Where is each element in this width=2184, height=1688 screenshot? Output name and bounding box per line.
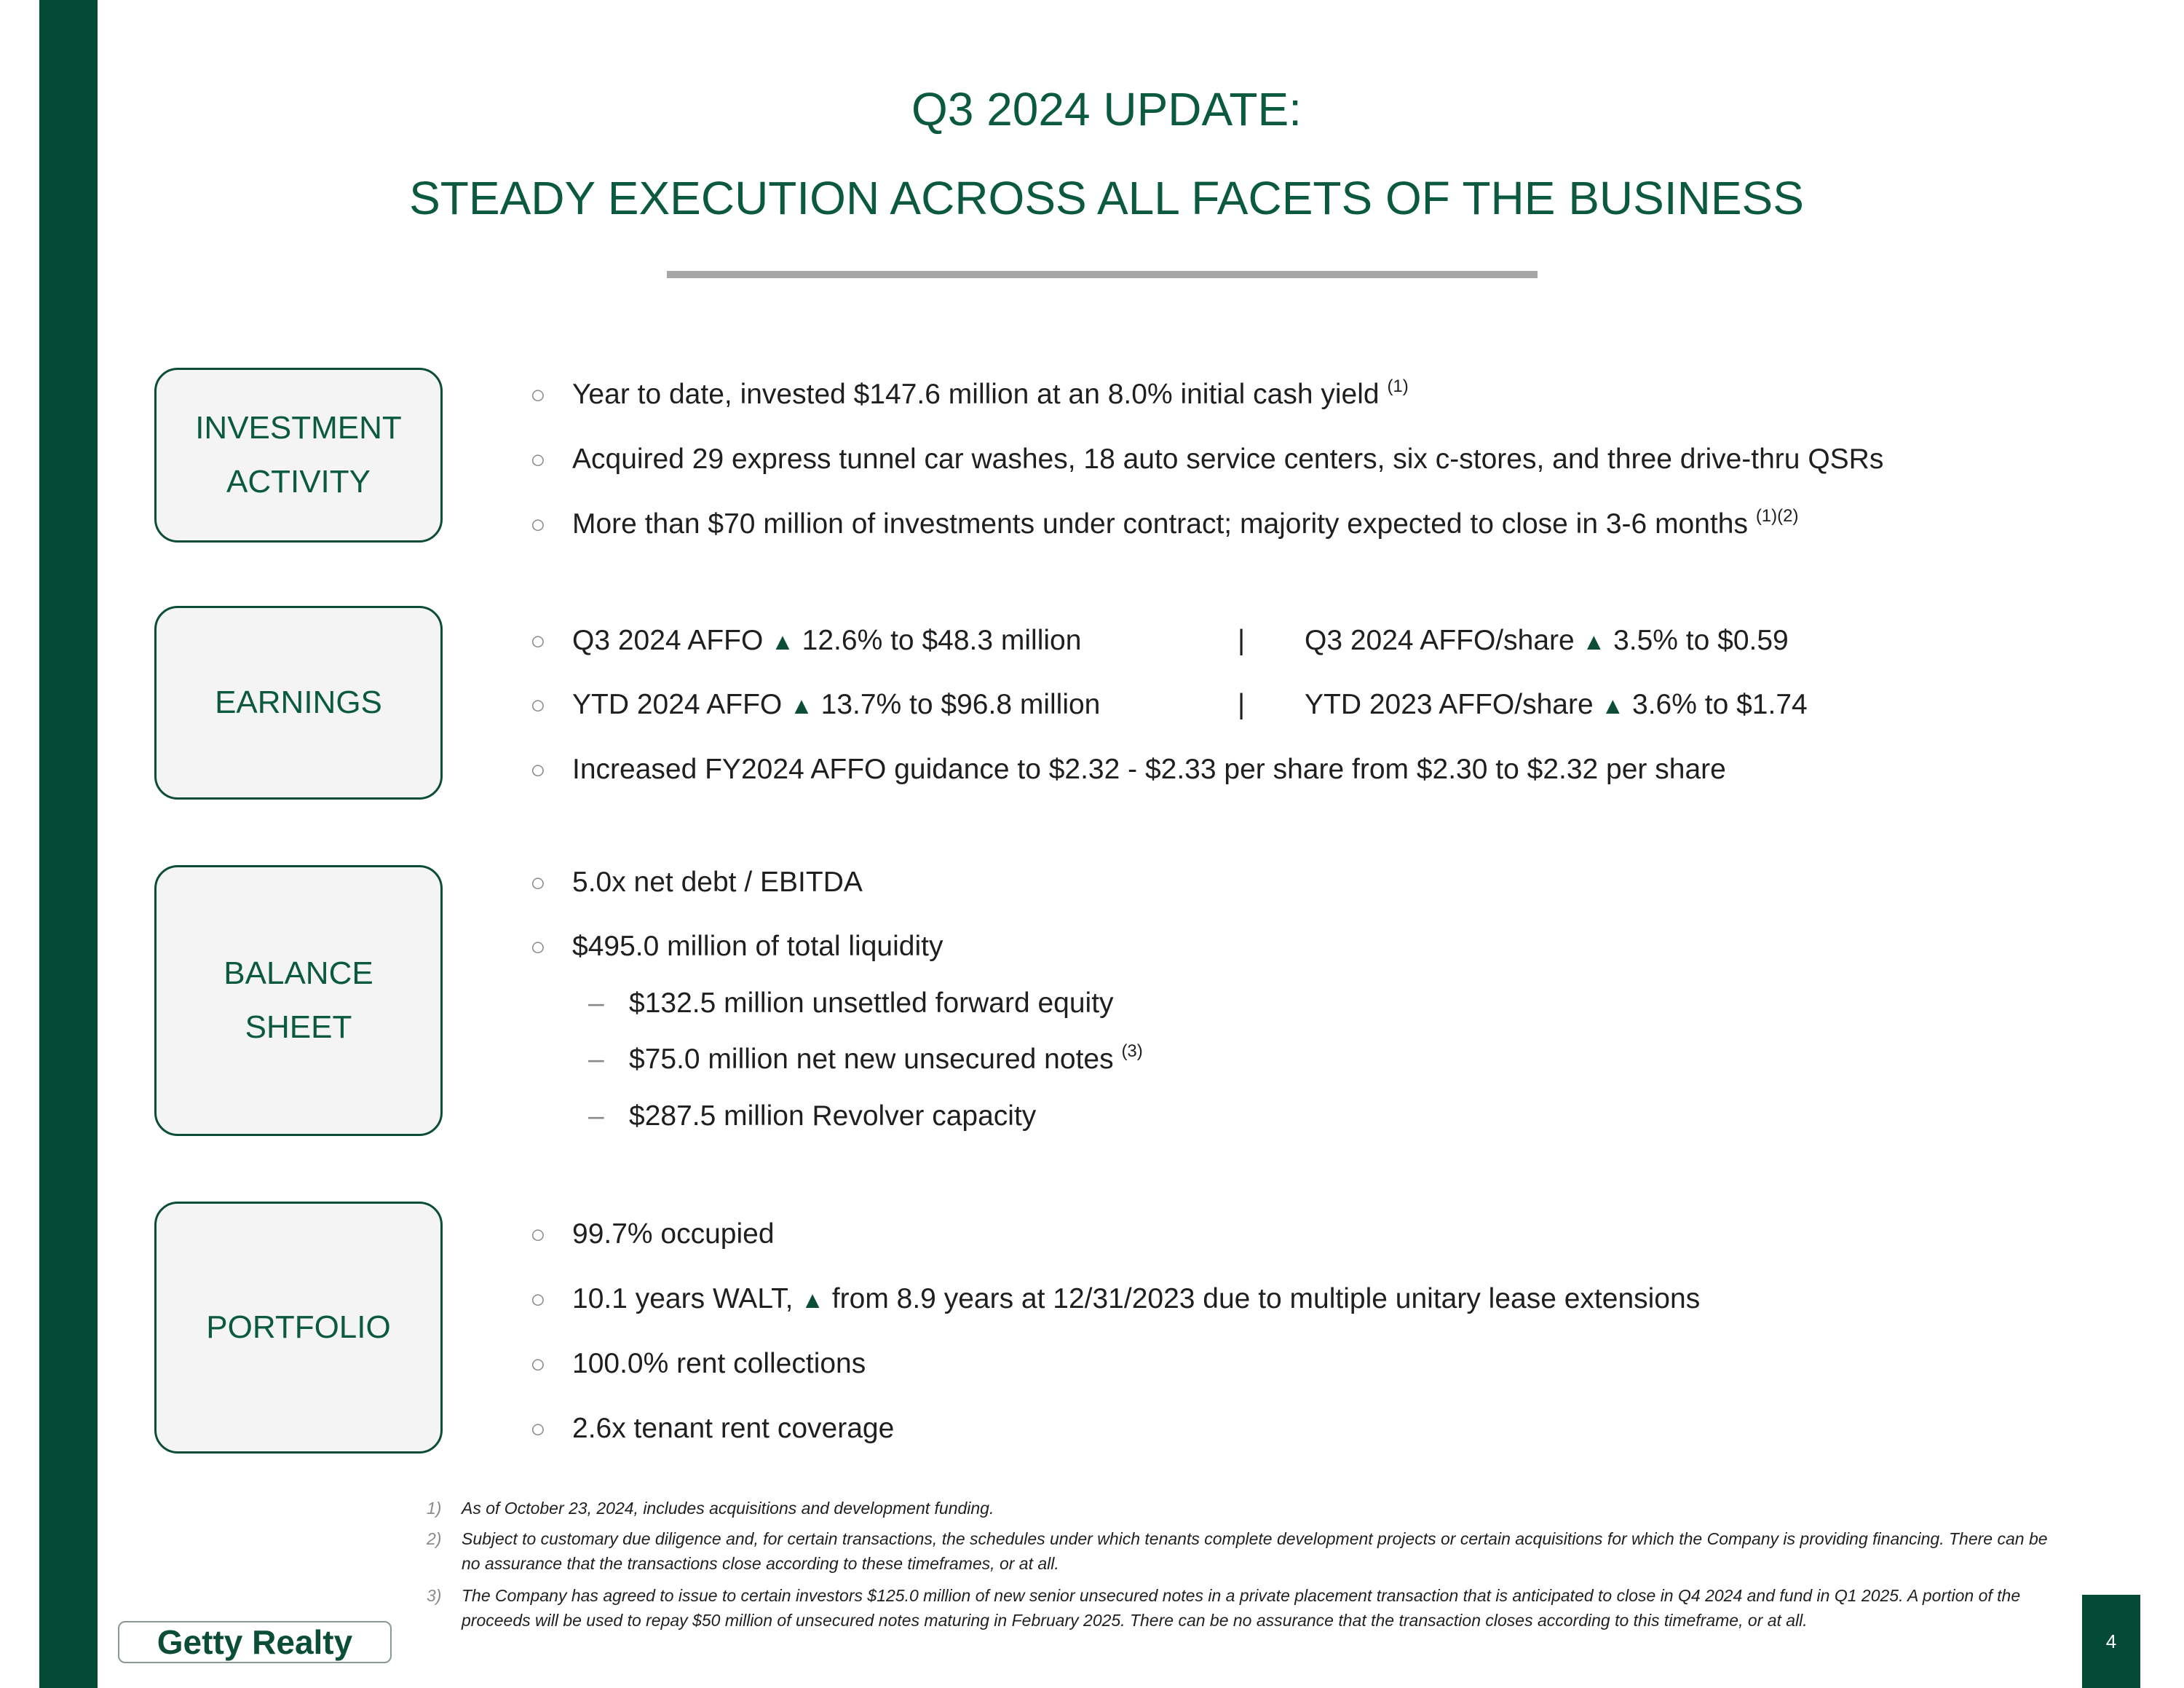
earnings-separator: | — [1238, 625, 1246, 656]
footnote-ref: (3) — [1121, 1041, 1143, 1061]
investment-bullet-1-text: Year to date, invested $147.6 million at an 8.0% initial cash yield — [572, 379, 1380, 410]
investment-activity-box — [154, 368, 443, 543]
left-brand-bar — [39, 0, 98, 1688]
earnings-bullet-3-text: Increased FY2024 AFFO guidance to $2.32 - $2.33 per share from $2.30 to $2.32 per share — [572, 754, 1726, 785]
portfolio-bullet-1-text: 99.7% occupied — [572, 1218, 775, 1250]
earnings-r1-right-label: Q3 2024 AFFO/share — [1305, 625, 1575, 656]
earnings-r2-left-label: YTD 2024 AFFO — [572, 689, 783, 720]
up-triangle-icon: ▲ — [801, 1287, 824, 1313]
investment-label-line2: ACTIVITY — [226, 464, 371, 500]
earnings-r1-right-value: 3.5% to $0.59 — [1613, 625, 1789, 656]
investment-bullet-3-text: More than $70 million of investments under contract; majority expected to close in 3-6 months — [572, 508, 1748, 540]
earnings-label: EARNINGS — [215, 685, 382, 720]
portfolio-bullet-3-text: 100.0% rent collections — [572, 1348, 866, 1379]
earnings-row-1 — [530, 626, 1081, 655]
bullet-icon: ○ — [530, 379, 546, 409]
page-title-line1: Q3 2024 UPDATE: — [911, 83, 1302, 135]
investment-bullet-2 — [530, 445, 1883, 473]
dash-icon: – — [588, 1044, 604, 1075]
footnote-text: As of October 23, 2024, includes acquisitions and development funding. — [462, 1499, 994, 1518]
earnings-separator: | — [1238, 689, 1246, 720]
footnote-number: 1) — [427, 1499, 442, 1518]
up-triangle-icon: ▲ — [1601, 693, 1625, 719]
bullet-icon: ○ — [530, 444, 546, 474]
footnote-number: 2) — [427, 1529, 442, 1548]
investment-label-line1: INVESTMENT — [195, 410, 402, 446]
portfolio-bullet-4-text: 2.6x tenant rent coverage — [572, 1413, 895, 1444]
investment-bullet-1 — [530, 376, 1409, 410]
dash-icon: – — [588, 987, 604, 1019]
dash-icon: – — [588, 1100, 604, 1132]
earnings-r2-right-label: YTD 2023 AFFO/share — [1305, 689, 1594, 720]
portfolio-bullet-2-lead: 10.1 years WALT, — [572, 1283, 794, 1314]
footnote-text: Subject to customary due diligence and, for certain transactions, the schedules under which tenants complete development projects or certain acquisitions for which the Company is providing financing. There can be no assurance that the transactions close according to these timeframes, or at all. — [462, 1529, 2048, 1573]
earnings-row-2-right — [1305, 690, 1808, 719]
portfolio-bullet-2 — [530, 1285, 1700, 1313]
bullet-icon: ○ — [530, 931, 546, 961]
bullet-icon: ○ — [530, 1219, 546, 1249]
title-divider — [667, 271, 1538, 278]
balance-label-line2: SHEET — [245, 1009, 352, 1045]
bullet-icon: ○ — [530, 1284, 546, 1314]
balance-bullet-2 — [530, 932, 943, 961]
bullet-icon: ○ — [530, 1413, 546, 1443]
company-logo: Getty Realty — [118, 1621, 392, 1663]
bullet-icon: ○ — [530, 1349, 546, 1379]
earnings-r1-left-label: Q3 2024 AFFO — [572, 625, 764, 656]
up-triangle-icon: ▲ — [1582, 628, 1606, 655]
balance-sheet-box — [154, 865, 443, 1136]
page-number: 4 — [2082, 1595, 2140, 1688]
balance-sub-1 — [588, 989, 1114, 1017]
bullet-icon: ○ — [530, 626, 546, 655]
bullet-icon: ○ — [530, 509, 546, 539]
footnote-text: The Company has agreed to issue to certain investors $125.0 million of new senior unsecured notes in a private placement transaction that is anticipated to close in Q4 2024 and fund in Q1 2025. A portion of the proceeds will be used to repay $50 million of unsecured notes maturing in February 2025. There can be no assurance that the transaction closes according to this timeframe, or at all. — [462, 1586, 2021, 1630]
page-title-line2: STEADY EXECUTION ACROSS ALL FACETS OF THE BUSINESS — [409, 172, 1804, 224]
earnings-r1-left-value: 12.6% to $48.3 million — [802, 625, 1082, 656]
earnings-row-1-right — [1305, 626, 1789, 655]
investment-bullet-2-text: Acquired 29 express tunnel car washes, 18 auto service centers, six c-stores, and three drive-thru QSRs — [572, 443, 1884, 475]
portfolio-label: PORTFOLIO — [206, 1309, 391, 1345]
footnote-ref: (1) — [1387, 376, 1409, 396]
portfolio-bullet-1 — [530, 1220, 775, 1248]
bullet-icon: ○ — [530, 690, 546, 719]
earnings-row-2 — [530, 690, 1100, 719]
balance-label-line1: BALANCE — [223, 955, 373, 991]
balance-bullet-1 — [530, 868, 863, 896]
portfolio-bullet-3 — [530, 1349, 866, 1378]
footnote-ref: (1)(2) — [1755, 506, 1799, 526]
balance-sub-2 — [588, 1041, 1143, 1075]
balance-bullet-2-text: $495.0 million of total liquidity — [572, 931, 943, 962]
portfolio-bullet-2-text: from 8.9 years at 12/31/2023 due to multiple unitary lease extensions — [831, 1283, 1701, 1314]
portfolio-box — [154, 1202, 443, 1454]
bullet-icon: ○ — [530, 867, 546, 897]
balance-sub-3-text: $287.5 million Revolver capacity — [629, 1100, 1037, 1132]
balance-sub-1-text: $132.5 million unsettled forward equity — [629, 987, 1114, 1019]
earnings-box — [154, 606, 443, 800]
investment-bullet-3 — [530, 506, 1799, 540]
up-triangle-icon: ▲ — [790, 693, 813, 719]
earnings-r2-left-value: 13.7% to $96.8 million — [820, 689, 1101, 720]
balance-sub-2-text: $75.0 million net new unsecured notes — [629, 1044, 1114, 1075]
portfolio-bullet-4 — [530, 1414, 894, 1443]
earnings-r2-right-value: 3.6% to $1.74 — [1632, 689, 1808, 720]
balance-bullet-1-text: 5.0x net debt / EBITDA — [572, 867, 863, 898]
bullet-icon: ○ — [530, 754, 546, 784]
footnote-number: 3) — [427, 1586, 442, 1605]
balance-sub-3 — [588, 1102, 1036, 1130]
earnings-bullet-3 — [530, 755, 1726, 784]
up-triangle-icon: ▲ — [771, 628, 794, 655]
